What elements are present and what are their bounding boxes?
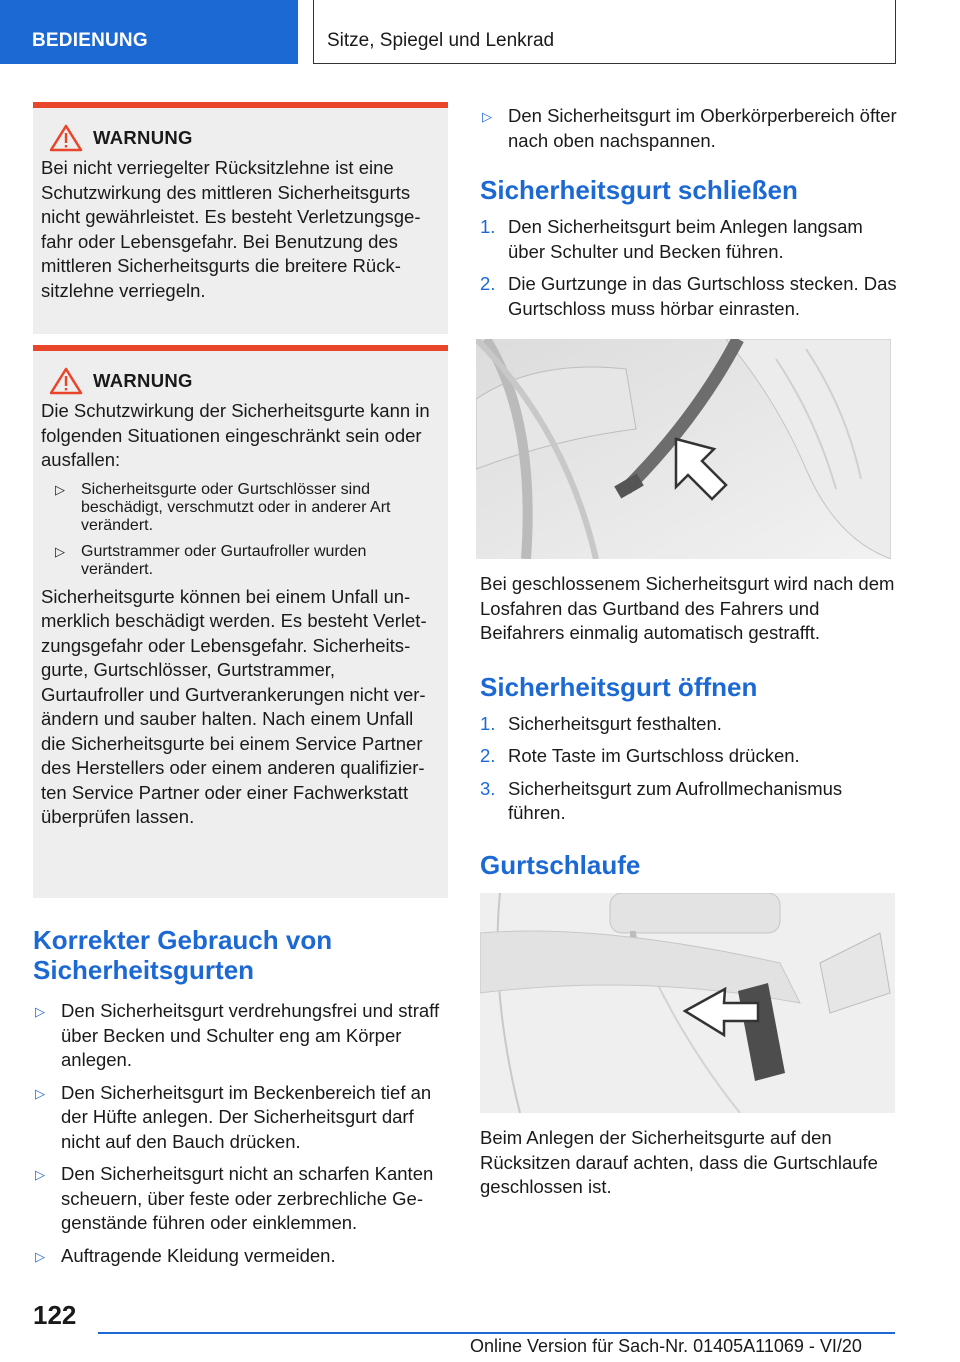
step-item: 1. Den Sicherheitsgurt beim Anlegen langsam über Schulter und Becken führen.	[480, 216, 863, 262]
bullet-triangle-icon: ▷	[55, 481, 65, 497]
section-heading: Sicherheitsgurt schließen	[480, 175, 798, 205]
belt-loop-image	[480, 893, 895, 1113]
warning-header	[49, 124, 440, 152]
warning-box-rear-seat	[33, 102, 448, 334]
belt-buckle-image	[476, 339, 891, 559]
list-item: ▷ Den Sicherheitsgurt verdrehungsfrei und straff über Becken und Schulter eng am Körper anlegen.	[33, 999, 448, 1073]
warning-title: WARNUNG	[93, 127, 193, 148]
chapter-header	[313, 0, 896, 64]
paragraph: Beim Anlegen der Sicherheitsgurte auf den Rücksitzen darauf achten, dass die Gurtschlaufe geschlossen ist.	[480, 1127, 878, 1197]
warning-triangle-icon	[49, 367, 83, 395]
bullet-triangle-icon: ▷	[35, 1167, 45, 1182]
bullet-triangle-icon: ▷	[55, 543, 65, 559]
warning-header	[49, 367, 440, 395]
bullet-triangle-icon: ▷	[35, 1085, 45, 1101]
step-item: 2. Die Gurtzunge in das Gurtschloss stecken. Das Gurtschloss muss hörbar einrasten.	[480, 273, 897, 319]
warning-intro: Die Schutzwirkung der Sicherheitsgurte kann in folgenden Situationen eingeschränkt sein oder ausfallen:	[41, 400, 430, 470]
section-tab	[0, 0, 298, 64]
warning-title: WARNUNG	[93, 370, 193, 391]
right-column-middle	[480, 572, 898, 880]
section-heading: Gurtschlaufe	[480, 849, 641, 880]
list-item: ▷ Den Sicherheitsgurt im Oberkörperbereich öfter nach oben nachspannen.	[480, 104, 898, 153]
bullet-triangle-icon: ▷	[482, 109, 492, 124]
paragraph: Bei geschlossenem Sicherheitsgurt wird nach dem Losfahren das Gurtband des Fahrers und Beifahrers einmalig automatisch gestrafft.	[480, 573, 895, 643]
step-item: 2. Rote Taste im Gurtschloss drücken.	[480, 745, 800, 766]
bullet-triangle-icon: ▷	[35, 1248, 45, 1264]
bullet-triangle-icon: ▷	[35, 1004, 45, 1019]
right-column-top	[480, 98, 898, 321]
warning-box-belt-damage	[33, 345, 448, 898]
section-heading: Korrekter Gebrauch von Sicherheitsgurten	[33, 925, 333, 985]
footer-divider	[98, 1332, 895, 1334]
footer-version: Online Version für Sach-Nr. 01405A11069 - VI/20	[470, 1336, 862, 1356]
list-item: ▷ Den Sicherheitsgurt im Beckenbereich tief an der Hüfte anlegen. Der Sicherheitsgurt darf nicht auf den Bauch drücken.	[33, 1081, 448, 1155]
section-title: BEDIENUNG	[32, 30, 148, 51]
correct-use-section	[33, 925, 448, 1269]
warning-triangle-icon	[49, 124, 83, 152]
warning-text: Sicherheitsgurte können bei einem Unfall unmerklich beschädigt werden. Es besteht Verletzungsgefahr oder Lebensgefahr. Sicherheitsgurte, Gurtschlösser, Gurtstrammer, Gurtaufroller und Gurtverankerungen nicht verändern und sauber halten. Nach einem Unfall die Sicherheitsgurte bei einem Service Partner des Herstellers oder einem anderen qualifizierten Service Partner oder einer Fachwerkstatt überprüfen lassen.	[41, 585, 427, 827]
right-column-bottom	[480, 1126, 898, 1200]
step-item: 3. Sicherheitsgurt zum Aufrollmechanismus führen.	[480, 777, 843, 823]
list-item: ▷ Gurtstrammer oder Gurtaufroller wurden verändert.	[55, 542, 367, 578]
warning-text: Bei nicht verriegelter Rücksitzlehne ist eine Schutzwirkung des mittleren Sicherheitsgurts nicht gewährleistet. Es besteht Verletzungsgefahr oder Lebensgefahr. Bei Benutzung des mittleren Sicherheitsgurts die breitere Rücksitzlehne verriegeln.	[41, 157, 421, 301]
list-item: ▷ Auftragende Kleidung vermeiden.	[33, 1244, 448, 1270]
list-item: ▷ Den Sicherheitsgurt nicht an scharfen Kanten scheuern, über feste oder zerbrechliche Gegenstände führen oder einklemmen.	[33, 1162, 448, 1236]
page-number: 122	[33, 1300, 77, 1330]
step-item: 1. Sicherheitsgurt festhalten.	[480, 712, 722, 734]
section-heading: Sicherheitsgurt öffnen	[480, 671, 758, 702]
chapter-title: Sitze, Spiegel und Lenkrad	[327, 30, 555, 51]
list-item: ▷ Sicherheitsgurte oder Gurtschlösser sind beschädigt, verschmutzt oder in anderer Art verändert.	[55, 480, 391, 534]
